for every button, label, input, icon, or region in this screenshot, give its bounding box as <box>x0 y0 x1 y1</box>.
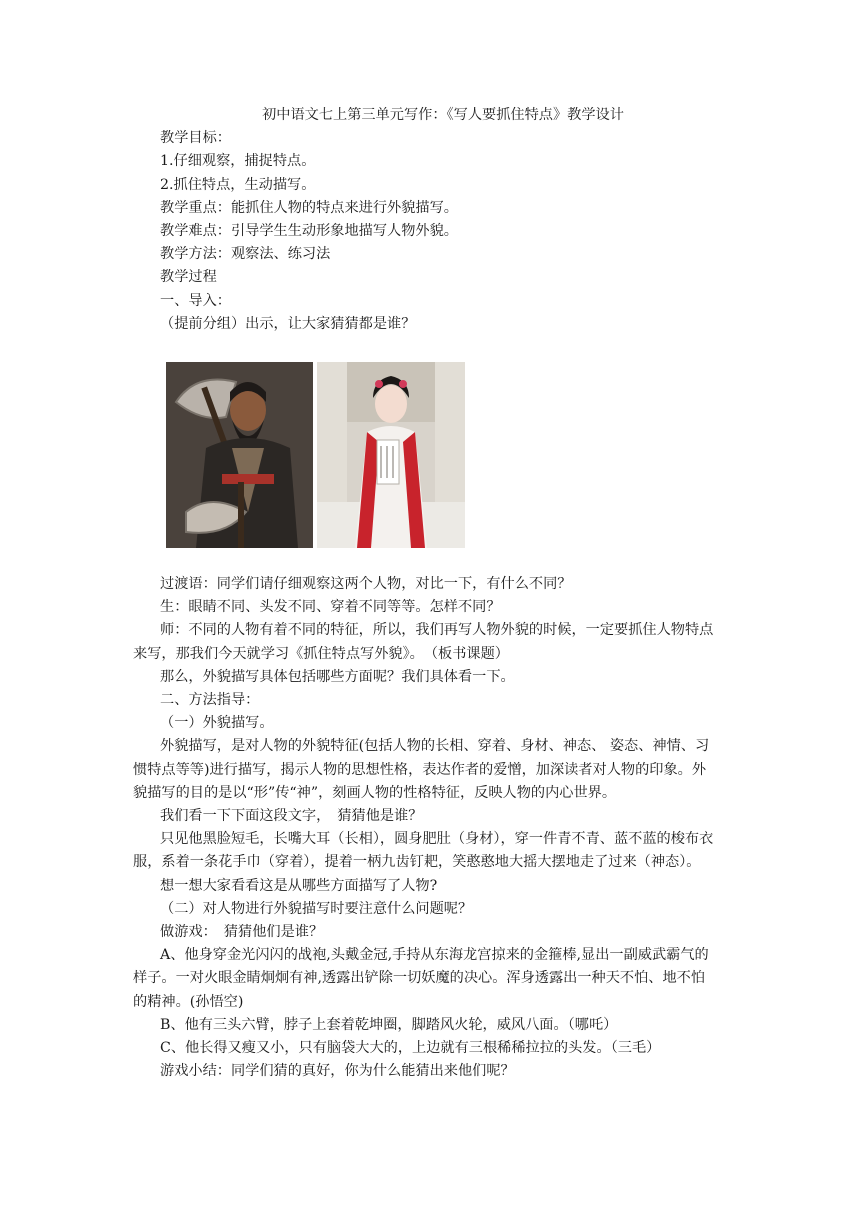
goal-2: 2.抓住特点，生动描写。 <box>160 176 316 193</box>
transition-paragraph: 过渡语：同学们请仔细观察这两个人物，对比一下，有什么不同？ <box>160 576 572 593</box>
teaching-method: 教学方法：观察法、练习法 <box>160 246 331 263</box>
key-point: 教学重点：能抓住人物的特点来进行外貌描写。 <box>160 199 458 216</box>
example-paragraph: 只见他黑脸短毛，长嘴大耳（长相），圆身肥肚（身材），穿一件青不青、蓝不蓝的梭布衣服，系着一条花手巾（穿着），提着一柄九齿钉耙，笑憨憨地大摇大摆地走了过来（神态）。 <box>133 831 714 871</box>
student-answer: 生：眼睛不同、头发不同、穿着不同等等。怎样不同？ <box>160 599 501 616</box>
think-paragraph: 想一想大家看看这是从哪些方面描写了人物? <box>160 877 438 894</box>
character-images <box>166 362 860 548</box>
subsection-1-heading: （一）外貌描写。 <box>160 715 274 732</box>
warrior-illustration <box>166 362 313 548</box>
goal-1: 1.仔细观察，捕捉特点。 <box>160 153 316 170</box>
appearance-definition: 外貌描写，是对人物的外貌特征(包括人物的长相、穿着、身材、神态、 姿态、神情、习惯特点等等)进行描写，揭示人物的思想性格，表达作者的爱憎，加深读者对人物的印象。外貌描写的目的是以“形”传“神”，刻画人物的性格特征，反映人物的内心世界。 <box>133 738 710 801</box>
difficulty: 教学难点：引导学生生动形象地描写人物外貌。 <box>160 223 458 240</box>
lady-illustration <box>317 362 465 548</box>
game-item-b: B、他有三头六臂，脖子上套着乾坤圈，脚踏风火轮，威风八面。（哪吒） <box>160 1016 618 1033</box>
then-paragraph: 那么，外貌描写具体包括哪些方面呢？我们具体看一下。 <box>160 668 515 685</box>
document-body <box>0 104 860 1084</box>
game-summary: 游戏小结：同学们猜的真好，你为什么能猜出来他们呢？ <box>160 1063 515 1080</box>
subsection-2-heading: （二）对人物进行外貌描写时要注意什么问题呢？ <box>160 900 473 917</box>
section-2-heading: 二、方法指导： <box>160 692 260 709</box>
game-item-c: C、他长得又瘦又小，只有脑袋大大的，上边就有三根稀稀拉拉的头发。（三毛） <box>160 1040 661 1057</box>
look-paragraph: 我们看一下下面这段文字， 猜猜他是谁？ <box>160 808 423 825</box>
document-title: 初中语文七上第三单元写作：《写人要抓住特点》教学设计 <box>262 107 624 123</box>
section-1-heading: 一、导入： <box>160 292 231 309</box>
teaching-process: 教学过程 <box>160 269 217 286</box>
warrior-photo <box>166 362 313 548</box>
game-item-a: A、他身穿金光闪闪的战袍,头戴金冠,手持从东海龙宫掠来的金箍棒,显出一副威武霸气的样子。一对火眼金睛炯炯有神,透露出铲除一切妖魔的决心。浑身透露出一种天不怕、地不怕的精神。(孙悟空) <box>133 947 709 1010</box>
intro-paragraph: （提前分组）出示，让大家猜猜都是谁？ <box>160 315 416 332</box>
game-paragraph: 做游戏： 猜猜他们是谁？ <box>160 924 324 941</box>
lady-photo <box>317 362 465 548</box>
teacher-paragraph: 师：不同的人物有着不同的特征，所以，我们再写人物外貌的时候，一定要抓住人物特点来写，那我们今天就学习《抓住特点写外貌》。 （板书课题） <box>133 622 714 662</box>
goals-label: 教学目标： <box>160 130 231 147</box>
